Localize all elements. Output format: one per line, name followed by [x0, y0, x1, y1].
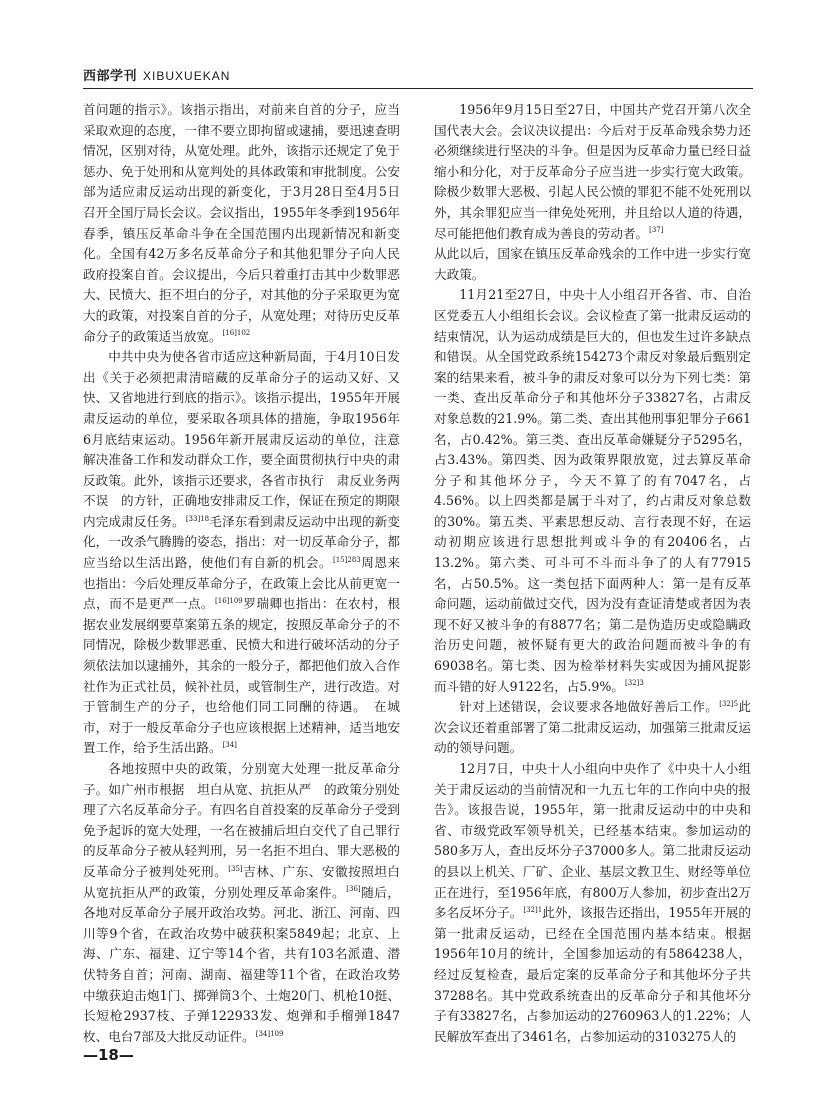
citation: [32]5: [719, 700, 739, 709]
citation: [16]109: [215, 597, 243, 606]
journal-masthead: [83, 65, 230, 84]
paragraph-text: 11月21至27日，中央十人小组召开各省、市、自治区党委五人小组组长会议。会议检查了第一批肃反运动的结束情况，认为运动成绩是巨大的，但也发生过许多缺点和错误。从全国党政系统154273个肃反对象最后甄别定案的结果来看，被斗争的肃反对象可以分为下列七类：第一类、查出反革命分子和其他坏分子33827名，占肃反对象总数的21.9%。第二类、查出其他刑事犯罪分子661名，占0.42%。第三类、查出反革命嫌疑分子5295名，占3.43%。第四类、因为政策界限放宽，过去算反革命分子和其他坏分子，今天不算了的有7047名，占4.56%。以上四类都是属于斗对了，约占肃反对象总数的30%。第五类、平素思想反动、言行表现不好，在运动初期应该进行思想批判或斗争的有20406名，占13.2%。第六类、可斗可不斗而斗争了的人有77915名，占50.5%。这一类包括下面两种人：第一是有反革命问题，运动前做过交代，因为没有查证清楚或者因为表现不好又被斗争的有8877名；第二是伪造历史或隐瞒政治历史问题，被怀疑有更大的政治问题而被斗争的有69038名。第七类、因为检举材料失实或因为捕风捉影而斗错的好人9122名，占5.9%。: [434, 287, 751, 694]
paragraph: [83, 347, 400, 759]
paragraph-text: 毛泽东看到肃反运动中出现的新变化，一改杀气腾腾的姿态，指出：对一切反革命分子，都应当给以生活出路，使他们有自新的机会。: [83, 513, 401, 571]
paragraph-text: 此次会议还着重部署了第二批肃反运动，加强第三批肃反运动的领导问题。: [434, 699, 752, 756]
paragraph-text: 12月7日，中央十人小组向中央作了《中央十人小组关于肃反运动的当前情况和一九五七年的工作向中央的报告》。该报告说，1955年，第一批肃反运动中的中央和省、市级党政军领导机关，已经基本结束。参加运动的580多万人，查出反坏分子37000多人。第二批肃反运动的县以上机关、厂矿、企业、基层文教卫生、财经等单位正在进行，至1956年底，有800万人参加，初步查出2万多名反坏分子。: [434, 761, 751, 921]
citation: [15]283: [332, 555, 361, 564]
paragraph: [83, 100, 400, 347]
paragraph: [434, 244, 751, 285]
journal-title: 西部学刊: [83, 69, 138, 84]
paragraph-text: 各地按照中央的政策，分别宽大处理一批反革命分子。如广州市根据 坦白从宽、抗拒从严 的政策分别处理了六名反革命分子。有四名自首投案的反革命分子受到免予起诉的宽大处理，一名在被捕后坦白交代了自己罪行的反革命分子被从轻判刑，另一名拒不坦白、罪大恶极的反革命分子被判处死刑。: [83, 761, 400, 879]
citation: [35]: [228, 864, 243, 873]
paragraph-text: 首问题的指示》。该指示指出，对前来自首的分子，应当采取欢迎的态度，一律不要立即拘留或逮捕，要迅速查明情况，区别对待，从宽处理。此外，该指示还规定了免于惩办、免于处刑和从宽判处的具体政策和审批制度。公安部为适应肃反运动出现的新变化，于3月28日至4月5日召开全国厅局长会议。会议指出，1955年冬季到1956年春季，镇压反革命斗争在全国范围内出现新情况和新变化。全国有42万多名反革命分子和其他犯罪分子向人民政府投案自首。会议提出，今后只着重打击其中少数罪恶大、民愤大、拒不坦白的分子，对其他的分子采取更为宽大的政策，对投案自首的分子，从宽处理；对待历史反革命分子的政策适当放宽。: [83, 102, 400, 344]
journal-title-en: XIBUXUEKAN: [143, 69, 231, 83]
citation: [16]102: [222, 329, 251, 338]
paragraph: [434, 697, 751, 759]
paragraph-text: 吉林、广东、安徽按照坦白从宽抗拒从严的政策，分别处理反革命案件。: [83, 863, 401, 900]
paragraph-text: 针对上述错误，会议要求各地做好善后工作。: [459, 699, 719, 715]
right-column: [434, 100, 751, 1047]
paragraph-text: 此外，该报告还指出，1955年开展的第一批肃反运动，已经在全国范围内基本结束。根据1956年10月的统计，全国参加运动的有5864238人，经过反复检查，最后定案的反革命分子和其他坏分子共37288名。其中党政系统查出的反革命分子和其他坏分子有33827名，占参加运动的2760963人的1.22%；人民解放军查出了3461名，占参加运动的3103275人的: [434, 905, 752, 1044]
paragraph: [434, 759, 751, 1047]
paragraph-text: 中共中央为使各省市适应这种新局面，于4月10日发出《关于必须把肃清暗藏的反革命分子的运动又好、又快、又省地进行到底的指示》。该指示提出，1955年开展肃反运动的单位，要采取各项具体的措施，争取1956年6月底结束运动。1956年新开展肃反运动的单位，注意解决准备工作和发动群众工作，要全面贯彻执行中央的肃反政策。此外，该指示还要求，各省市执行 肃反业务两不误 的方针，正确地安排肃反工作，保证在预定的期限内完成肃反任务。: [83, 349, 400, 529]
page-header: [83, 48, 753, 89]
citation: [32]1: [523, 905, 543, 914]
citation: [33]18: [185, 514, 210, 523]
citation: [37]: [649, 226, 664, 235]
paragraph-text: 从此以后，国家在镇压反革命残余的工作中进一步实行宽大政策。: [434, 246, 751, 282]
paragraph-text: 1956年9月15日至27日，中国共产党召开第八次全国代表大会。会议决议提出：今后对于反革命残余势力还必须继续进行坚决的斗争。但是因为反革命力量已经日益缩小和分化，对于反革命分子应当进一步实行宽大政策。除极少数罪大恶极、引起人民公愤的罪犯不能不处死刑以外，其余罪犯应当一律免处死刑，并且给以人道的待遇，尽可能把他们教育成为善良的劳动者。: [434, 102, 751, 241]
paragraph-text: 随后，各地对反革命分子展开政治攻势。河北、浙江、河南、四川等9个省，在政治攻势中破获积案5849起；北京、上海、广东、福建、辽宁等14个省，共有103名派遣、潜伏特务自首；河南、湖南、福建等11个省，在政治攻势中缴获迫击炮1门、掷弹筒3个、土炮20门、机枪10挺、长短枪2937枝、子弹122933发、炮弹和手榴弹1847枚、电台7部及大批反动证件。: [83, 884, 401, 1044]
paragraph: [434, 285, 751, 697]
citation: [34]: [222, 741, 237, 750]
paragraph: [83, 759, 400, 1047]
paragraph: [434, 100, 751, 244]
paragraph-text: 周恩来也指出：今后处理反革命分子，在政策上会比从前更宽一点，而不是更严一点。: [83, 555, 401, 612]
left-column: [83, 100, 400, 1047]
page-number: —18—: [83, 1046, 134, 1064]
citation: [36]: [346, 885, 361, 894]
citation: [32]3: [624, 679, 644, 688]
citation: [34]109: [255, 1029, 284, 1038]
paragraph-text: 罗瑞卿也指出：在农村，根据农业发展纲要草案第五条的规定，按照反革命分子的不同情况，除极少数罪恶重、民愤大和进行破坏活动的分子须依法加以逮捕外，其余的一般分子，都把他们放入合作社作为正式社员，候补社员，或管制生产，进行改造。对于管制生产的分子，也给他们同工同酬的待遇。 在城市，对于一般反革命分子也应该根据上述精神，适当地安置工作，给予生活出路。: [83, 596, 401, 756]
